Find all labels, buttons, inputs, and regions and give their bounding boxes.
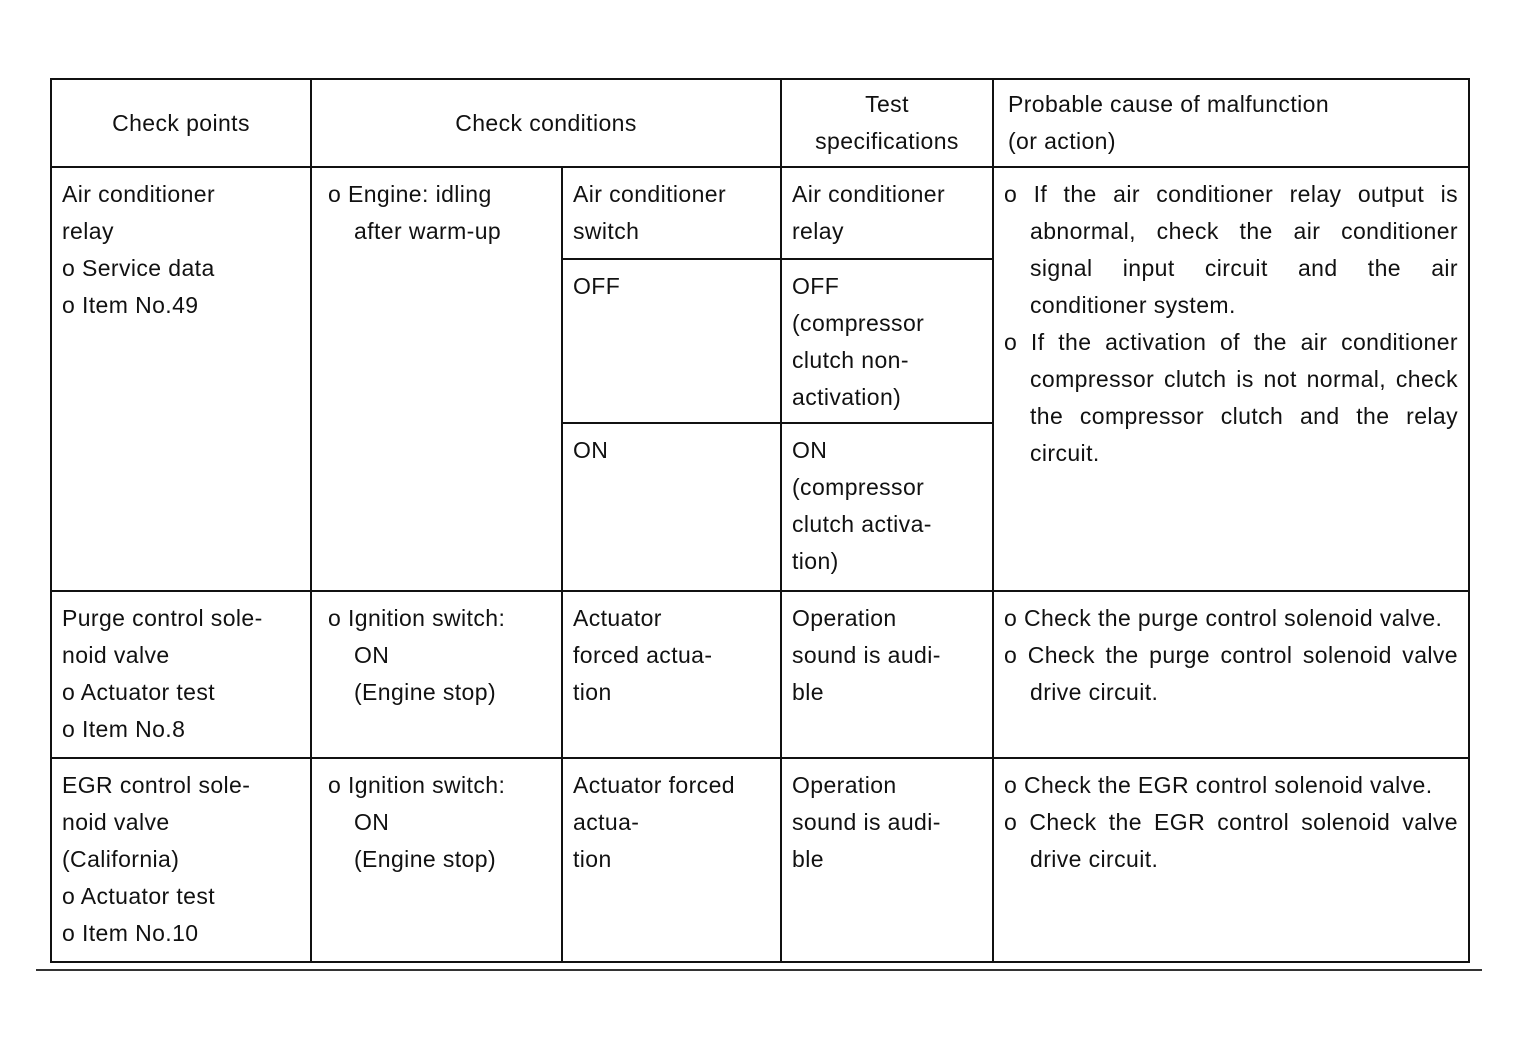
bottom-rule <box>36 969 1482 971</box>
probable-cause-cell: o Check the EGR control solenoid valve. o Check the EGR control solenoid valve drive circuit. <box>993 758 1469 962</box>
sub-header-condition-cell: Air conditioner switch <box>562 167 781 259</box>
header-row <box>51 79 1469 167</box>
check-condition-cell: o Ignition switch: ON (Engine stop) <box>311 591 562 758</box>
condition-sub-cell: Actuator forced actua- tion <box>562 591 781 758</box>
table-row <box>51 591 1469 758</box>
probable-cause-cell: o Check the purge control solenoid valve. o Check the purge control solenoid valve drive circuit. <box>993 591 1469 758</box>
table-row <box>51 758 1469 962</box>
diagnosis-table <box>50 78 1470 963</box>
test-spec-cell: Operation sound is audi- ble <box>781 591 993 758</box>
condition-off-cell: OFF <box>562 259 781 423</box>
check-condition-cell: o Ignition switch: ON (Engine stop) <box>311 758 562 962</box>
check-point-cell: Air conditioner relay o Service data o Item No.49 <box>51 167 311 591</box>
table-row <box>51 167 1469 259</box>
header-check-points: Check points <box>51 79 311 167</box>
test-spec-cell: Operation sound is audi- ble <box>781 758 993 962</box>
condition-sub-cell: Actuator forced actua- tion <box>562 758 781 962</box>
spec-on-cell: ON (compressor clutch activa- tion) <box>781 423 993 591</box>
condition-on-cell: ON <box>562 423 781 591</box>
header-test-specifications: Test specifications <box>781 79 993 167</box>
probable-cause-cell: o If the air conditioner relay output is abnormal, check the air conditioner signal input circuit and the air conditioner system. o If the activation of the air conditioner compressor clutch is not normal, check the compressor clutch and the relay circuit. <box>993 167 1469 591</box>
check-point-cell: Purge control sole- noid valve o Actuator test o Item No.8 <box>51 591 311 758</box>
sub-header-spec-cell: Air conditioner relay <box>781 167 993 259</box>
check-condition-cell: o Engine: idling after warm-up <box>311 167 562 591</box>
check-point-cell: EGR control sole- noid valve (California) o Actuator test o Item No.10 <box>51 758 311 962</box>
header-check-conditions: Check conditions <box>311 79 781 167</box>
header-probable-cause: Probable cause of malfunction (or action) <box>993 79 1469 167</box>
spec-off-cell: OFF (compressor clutch non- activation) <box>781 259 993 423</box>
